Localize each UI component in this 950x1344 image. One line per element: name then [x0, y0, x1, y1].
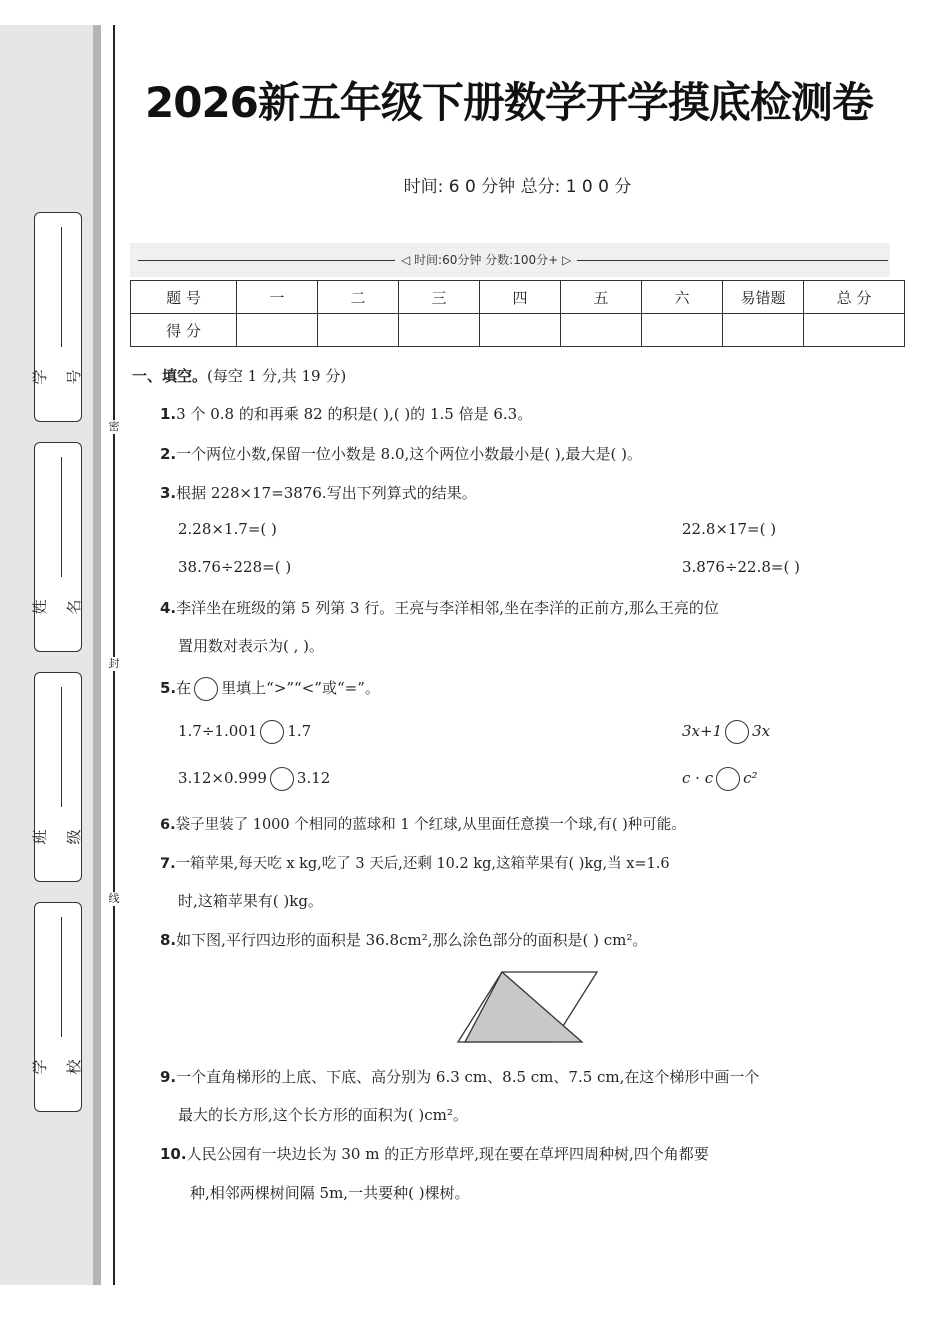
- question-3: [160, 482, 477, 503]
- question-number: 9.: [160, 1068, 177, 1086]
- score-table-row: [131, 314, 905, 347]
- question-10: [160, 1143, 709, 1164]
- student-no-label: 学 号: [31, 369, 83, 385]
- question-number: 3.: [160, 484, 177, 502]
- question-number: 7.: [160, 856, 176, 872]
- table-header-cell: 易错题: [723, 281, 804, 314]
- q3-item-a: 2.28×1.7=( ): [178, 520, 277, 538]
- question-number: 4.: [160, 599, 177, 617]
- name-field[interactable]: [31, 442, 83, 652]
- table-header-cell: 三: [399, 281, 480, 314]
- question-text: 一个直角梯形的上底、下底、高分别为 6.3 cm、8.5 cm、7.5 cm,在这个梯形中画一个: [176, 1068, 760, 1086]
- question-number: 8.: [160, 931, 177, 949]
- class-field[interactable]: [31, 672, 83, 882]
- q5-a-right: 1.7: [287, 722, 312, 740]
- q3-item-d: 3.876÷22.8=( ): [682, 558, 800, 576]
- table-header-cell: 总 分: [804, 281, 905, 314]
- score-cell[interactable]: [399, 314, 480, 347]
- page-title: 2026新五年级下册数学开学摸底检测卷: [145, 78, 873, 127]
- question-text-post: 里填上“>”“<”或“=”。: [221, 679, 380, 697]
- score-cell[interactable]: [480, 314, 561, 347]
- q5-item-d: [682, 767, 758, 791]
- class-label: 班 级: [31, 829, 83, 845]
- question-text-pre: 在: [176, 679, 192, 697]
- parallelogram-figure: [450, 968, 605, 1046]
- table-header-cell: 一: [237, 281, 318, 314]
- school-field[interactable]: [31, 902, 83, 1112]
- question-text: 如下图,平行四边形的面积是 36.8cm²,那么涂色部分的面积是( ) cm²。: [176, 931, 648, 949]
- question-number: 6.: [160, 817, 176, 833]
- student-no-field[interactable]: [31, 212, 83, 422]
- section-heading: [132, 365, 346, 386]
- table-header-cell: 四: [480, 281, 561, 314]
- question-7: [160, 852, 670, 873]
- question-number: 2.: [160, 445, 177, 463]
- score-cell[interactable]: [804, 314, 905, 347]
- q5-c-left: 3.12×0.999: [178, 769, 267, 787]
- exam-subtitle: 时间: 6 0 分钟 总分: 1 0 0 分: [403, 177, 632, 197]
- score-cell[interactable]: [561, 314, 642, 347]
- question-4: [160, 597, 719, 618]
- q5-b-left: 3x+1: [682, 722, 723, 740]
- question-2: [160, 443, 642, 464]
- q5-d-right: c²: [743, 769, 758, 787]
- table-header-cell: 五: [561, 281, 642, 314]
- score-cell[interactable]: [318, 314, 399, 347]
- answer-circle[interactable]: [716, 767, 740, 791]
- score-table-header-row: [131, 281, 905, 314]
- q5-b-right: 3x: [752, 722, 771, 740]
- score-table: [130, 280, 905, 347]
- question-text: 根据 228×17=3876.写出下列算式的结果。: [176, 484, 477, 502]
- table-header-cell: 题 号: [131, 281, 237, 314]
- answer-circle[interactable]: [725, 720, 749, 744]
- section-note: (每空 1 分,共 19 分): [207, 367, 347, 385]
- question-text: 一个两位小数,保留一位小数是 8.0,这个两位小数最小是( ),最大是( )。: [176, 445, 643, 463]
- binding-mark-close: 封: [106, 657, 122, 671]
- question-7-cont: 时,这箱苹果有( )kg。: [178, 892, 323, 910]
- score-cell[interactable]: [642, 314, 723, 347]
- question-10-cont: 种,相邻两棵树间隔 5m,一共要种( )棵树。: [190, 1184, 470, 1202]
- question-text: 3 个 0.8 的和再乘 82 的积是( ),( )的 1.5 倍是 6.3。: [176, 405, 533, 423]
- school-label: 学 校: [31, 1059, 83, 1075]
- question-1: [160, 403, 532, 424]
- banner-text: ◁ 时间:60分钟 分数:100分+ ▷: [395, 251, 577, 268]
- table-header-cell: 六: [642, 281, 723, 314]
- q5-item-b: [682, 720, 770, 744]
- q5-a-left: 1.7÷1.001: [178, 722, 258, 740]
- circle-icon: [194, 677, 218, 701]
- q3-item-b: 22.8×17=( ): [682, 520, 777, 538]
- q5-d-left: c · c: [682, 769, 714, 787]
- question-text: 一箱苹果,每天吃 x kg,吃了 3 天后,还剩 10.2 kg,这箱苹果有( )kg,当 x=1.6: [175, 856, 670, 872]
- question-6: [160, 813, 686, 834]
- q3-item-c: 38.76÷228=( ): [178, 558, 292, 576]
- answer-circle[interactable]: [270, 767, 294, 791]
- name-label: 姓 名: [31, 599, 83, 615]
- score-cell[interactable]: [237, 314, 318, 347]
- question-5: [160, 677, 380, 701]
- binding-margin-edge: [93, 25, 101, 1285]
- answer-circle[interactable]: [260, 720, 284, 744]
- question-number: 1.: [160, 405, 177, 423]
- question-text: 人民公园有一块边长为 30 m 的正方形草坪,现在要在草坪四周种树,四个角都要: [186, 1145, 709, 1163]
- q5-item-c: [178, 767, 330, 791]
- question-text: 李洋坐在班级的第 5 列第 3 行。王亮与李洋相邻,坐在李洋的正前方,那么王亮的位: [176, 599, 719, 617]
- question-8: [160, 929, 647, 950]
- question-4-cont: 置用数对表示为( , )。: [178, 637, 325, 655]
- binding-line: [113, 25, 115, 1285]
- score-row-label: 得 分: [131, 314, 237, 347]
- question-number: 5.: [160, 679, 177, 697]
- question-text: 袋子里装了 1000 个相同的蓝球和 1 个红球,从里面任意摸一个球,有( )种可能。: [175, 817, 686, 833]
- binding-mark-seal: 密: [106, 420, 122, 434]
- binding-mark-line: 线: [106, 892, 122, 906]
- q5-item-a: [178, 720, 311, 744]
- table-header-cell: 二: [318, 281, 399, 314]
- section-title: 一、填空。: [132, 367, 208, 385]
- question-9: [160, 1066, 759, 1087]
- question-9-cont: 最大的长方形,这个长方形的面积为( )cm²。: [178, 1106, 468, 1124]
- score-cell[interactable]: [723, 314, 804, 347]
- q5-c-right: 3.12: [296, 769, 331, 787]
- question-number: 10.: [160, 1145, 187, 1163]
